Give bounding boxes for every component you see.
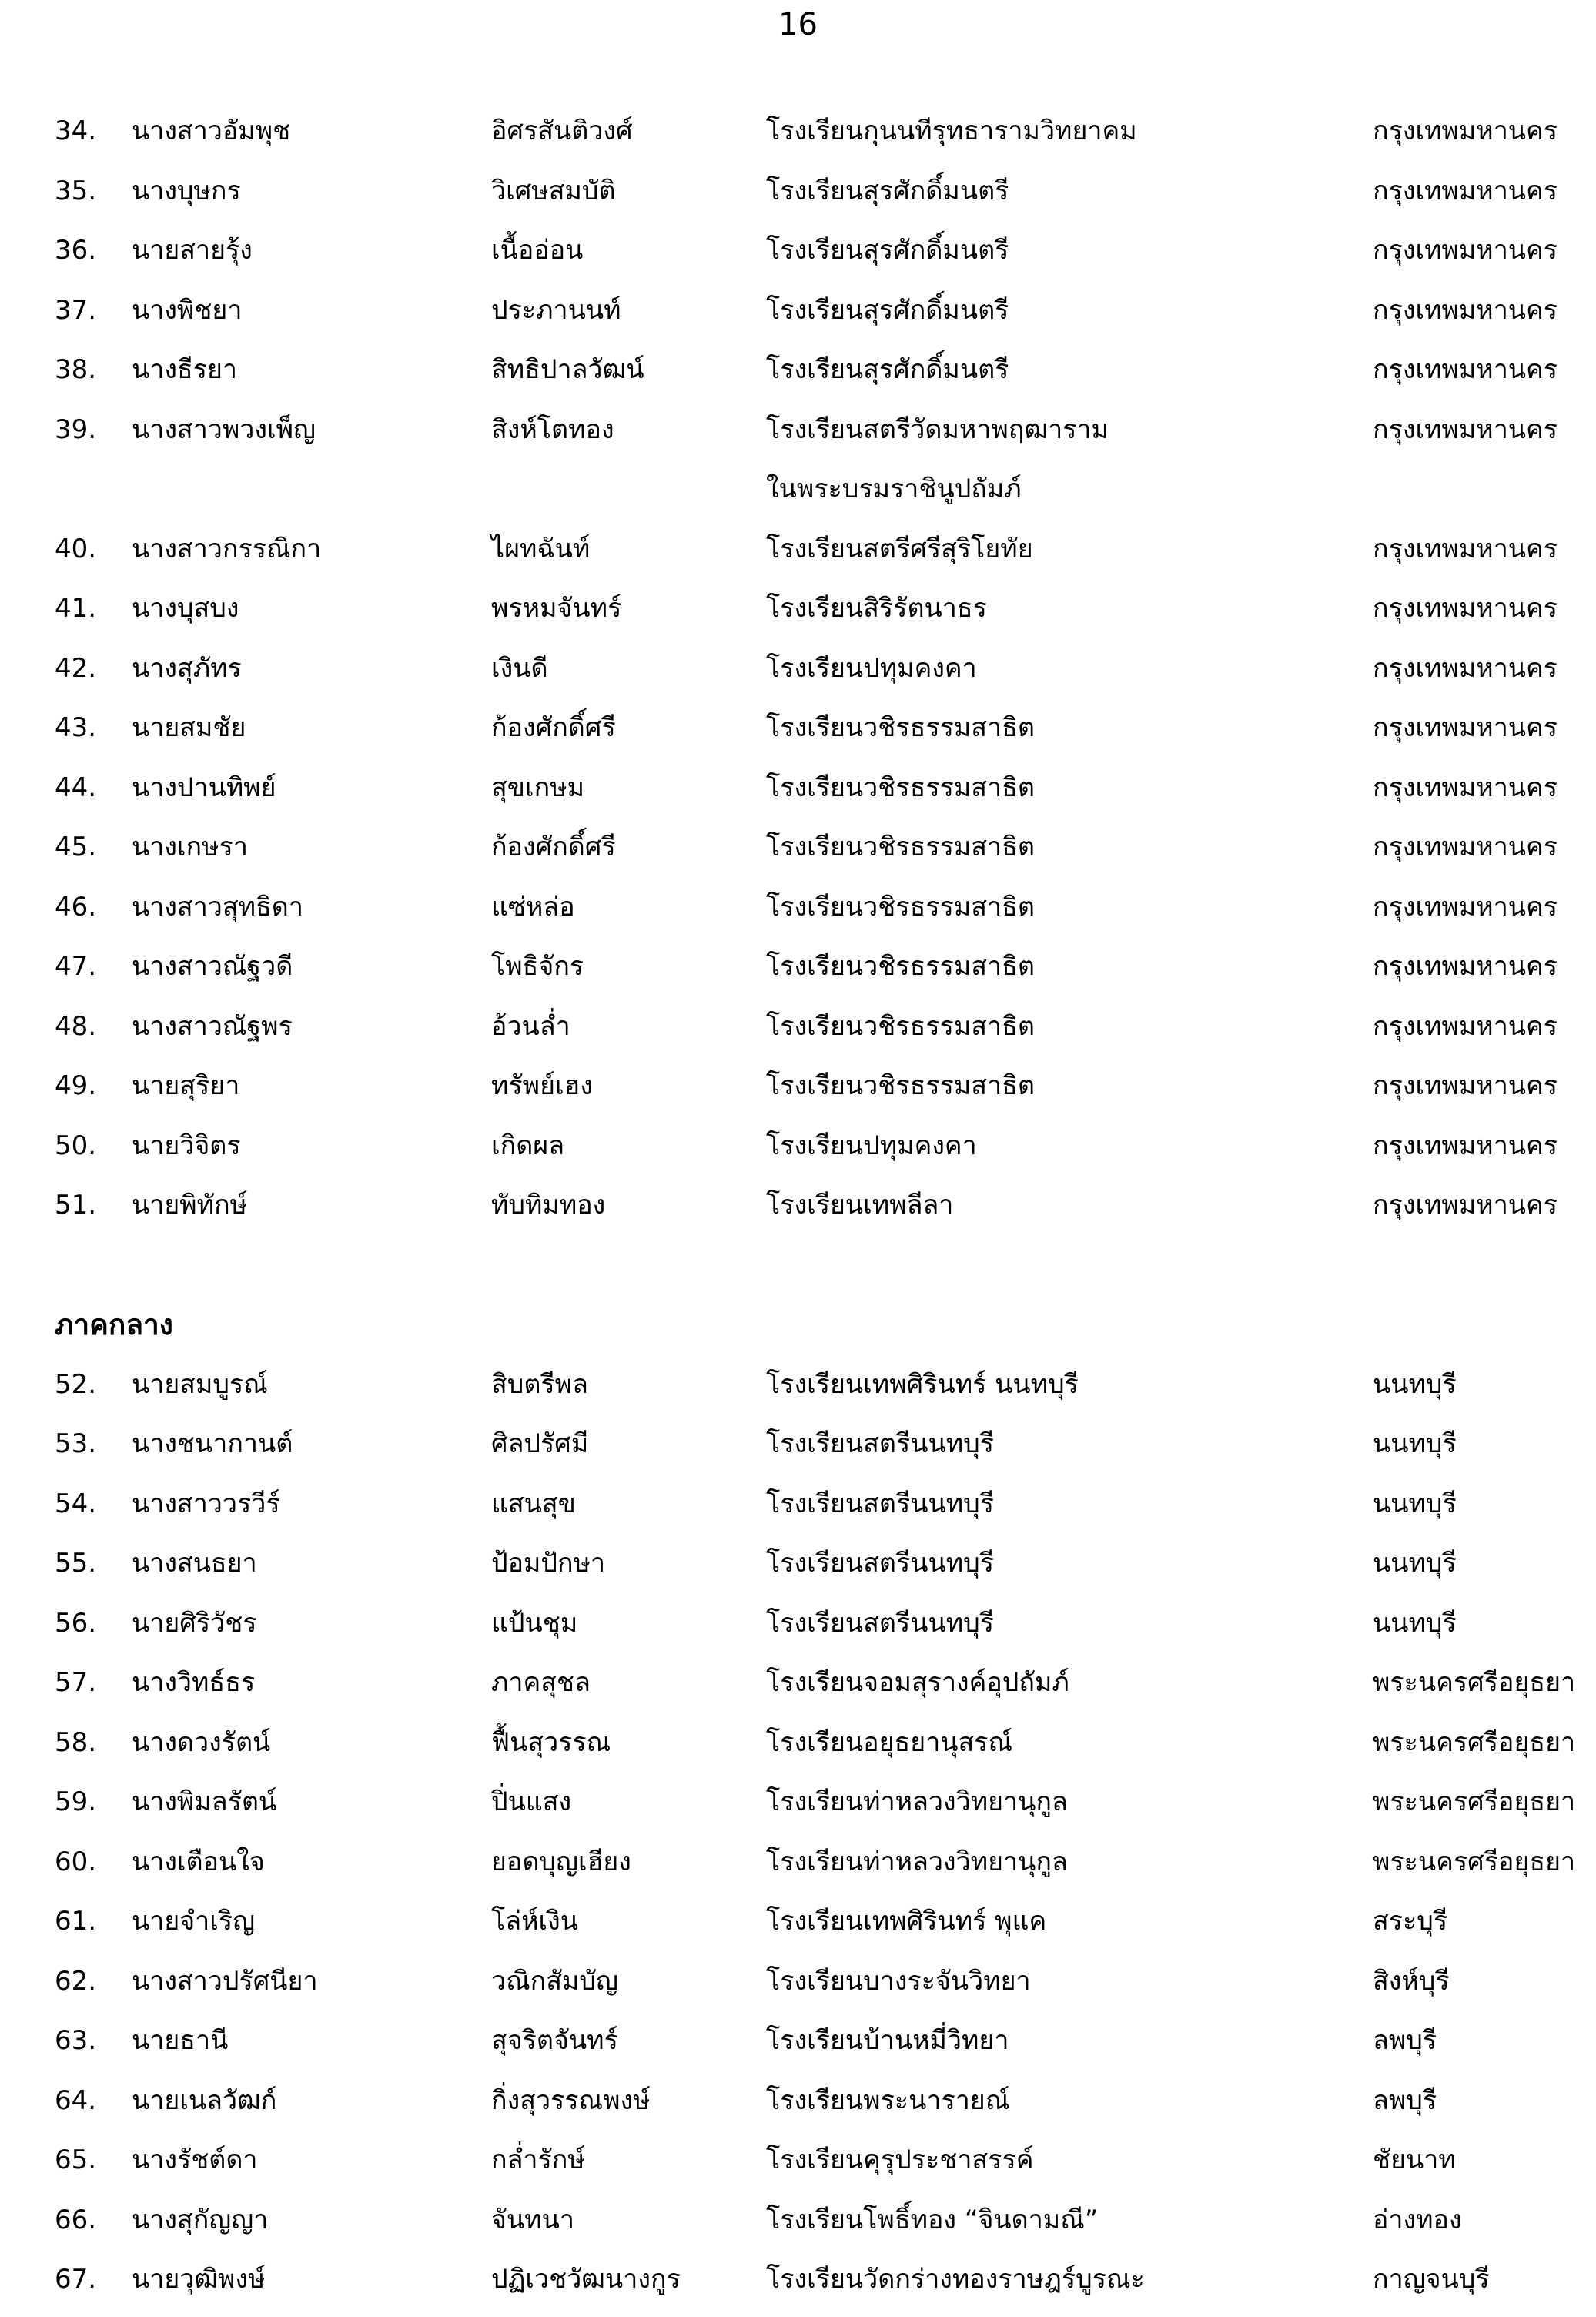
province: กรุงเทพมหานคร <box>1373 354 1558 385</box>
province: กรุงเทพมหานคร <box>1373 951 1558 982</box>
row-number: 52. <box>55 1368 97 1400</box>
school-name <box>766 281 1373 341</box>
table-row <box>0 1355 1596 1415</box>
school-name <box>766 520 1373 580</box>
table-row <box>0 2071 1596 2131</box>
first-name: นางเกษรา <box>132 832 248 862</box>
first-name: นางสุกัญญา <box>132 2204 269 2235</box>
province: นนทบุรี <box>1373 1488 1457 1519</box>
first-name: นายพิทักษ์ <box>132 1190 248 1220</box>
province: พระนครศรีอยุธยา <box>1373 1726 1576 1758</box>
first-name: นางสาวณัฐวดี <box>132 951 293 982</box>
table-row <box>0 937 1596 997</box>
row-number: 37. <box>55 294 97 326</box>
row-number: 42. <box>55 652 97 684</box>
row-number: 56. <box>55 1607 97 1639</box>
province: นนทบุรี <box>1373 1368 1457 1400</box>
page-number: 16 <box>778 7 818 42</box>
province: กรุงเทพมหานคร <box>1373 235 1558 266</box>
school-name <box>766 1176 1373 1236</box>
table-row <box>0 2250 1596 2310</box>
last-name: แสนสุข <box>491 1488 576 1519</box>
province: กรุงเทพมหานคร <box>1373 175 1558 206</box>
last-name: สุขเกษม <box>491 772 585 803</box>
last-name: อิศรสันติวงศ์ <box>491 116 633 146</box>
school-name-line-1: โรงเรียนท่าหลวงวิทยานุกูล <box>766 1846 1068 1877</box>
school-name <box>766 400 1373 520</box>
first-name: นางบุสบง <box>132 593 239 624</box>
last-name: ทรัพย์เฮง <box>491 1070 593 1101</box>
province: พระนครศรีอยุธยา <box>1373 1846 1576 1877</box>
first-name: นายสายรุ้ง <box>132 235 253 266</box>
school-name <box>766 1475 1373 1535</box>
last-name: ฟื้นสุวรรณ <box>491 1726 611 1758</box>
row-number: 44. <box>55 772 97 803</box>
last-name: ป้อมปักษา <box>491 1548 606 1579</box>
first-name: นายสมชัย <box>132 712 246 743</box>
last-name: ภาคสุชล <box>491 1667 591 1698</box>
school-name-line-1: โรงเรียนวชิรธรรมสาธิต <box>766 712 1035 743</box>
school-name <box>766 997 1373 1057</box>
last-name: สิทธิปาลวัฒน์ <box>491 354 644 385</box>
last-name: จันทนา <box>491 2204 574 2235</box>
table-row <box>0 1773 1596 1833</box>
first-name: นางเตือนใจ <box>132 1846 265 1877</box>
school-name-line-1: โรงเรียนวชิรธรรมสาธิต <box>766 891 1035 922</box>
school-name-line-1: โรงเรียนสตรีนนทบุรี <box>766 1488 995 1519</box>
row-number: 66. <box>55 2204 97 2235</box>
section-rows <box>0 1355 1596 2310</box>
school-name <box>766 1773 1373 1833</box>
school-name <box>766 162 1373 222</box>
row-number: 62. <box>55 1965 97 1997</box>
province: กรุงเทพมหานคร <box>1373 593 1558 624</box>
first-name: นายธานี <box>132 2025 229 2056</box>
first-name: นางสนธยา <box>132 1548 257 1579</box>
school-name <box>766 1056 1373 1117</box>
row-number: 65. <box>55 2145 97 2175</box>
region-section <box>0 102 1596 1236</box>
school-name <box>766 2131 1373 2191</box>
school-name-line-1: โรงเรียนบางระจันวิทยา <box>766 1965 1031 1997</box>
table-row <box>0 1475 1596 1535</box>
school-name-line-1: โรงเรียนวชิรธรรมสาธิต <box>766 951 1035 982</box>
province: กรุงเทพมหานคร <box>1373 294 1558 326</box>
school-name <box>766 639 1373 699</box>
school-name-line-1: โรงเรียนสตรีศรีสุริโยทัย <box>766 533 1033 564</box>
school-name <box>766 1892 1373 1952</box>
province: กรุงเทพมหานคร <box>1373 772 1558 803</box>
last-name: ปิ่นแสง <box>491 1786 572 1817</box>
row-number: 49. <box>55 1070 97 1101</box>
last-name: ยอดบุญเฮียง <box>491 1846 631 1877</box>
table-row <box>0 102 1596 162</box>
school-name-line-1: โรงเรียนเทพศิรินทร์ นนทบุรี <box>766 1368 1079 1400</box>
first-name: นางสาวพวงเพ็ญ <box>132 414 316 445</box>
first-name: นางธีรยา <box>132 354 237 385</box>
school-name-line-1: โรงเรียนสุรศักดิ์มนตรี <box>766 235 1009 266</box>
school-name <box>766 1534 1373 1594</box>
last-name: กิ่งสุวรรณพงษ์ <box>491 2084 651 2116</box>
school-name <box>766 1653 1373 1713</box>
row-number: 50. <box>55 1130 97 1161</box>
table-row <box>0 340 1596 400</box>
table-row <box>0 1534 1596 1594</box>
school-name <box>766 340 1373 400</box>
first-name: นายศิริวัชร <box>132 1607 257 1639</box>
table-row <box>0 698 1596 758</box>
province: ลพบุรี <box>1373 2084 1437 2116</box>
school-name-line-1: โรงเรียนเทพลีลา <box>766 1190 954 1220</box>
school-name <box>766 1952 1373 2012</box>
first-name: นางดวงรัตน์ <box>132 1726 271 1758</box>
last-name: เงินดี <box>491 652 548 684</box>
province: กรุงเทพมหานคร <box>1373 533 1558 564</box>
first-name: นางบุษกร <box>132 175 241 206</box>
school-name-line-1: โรงเรียนสุรศักดิ์มนตรี <box>766 294 1009 326</box>
first-name: นายเนลวัฒก์ <box>132 2084 277 2116</box>
school-name <box>766 937 1373 997</box>
province: ลพบุรี <box>1373 2025 1437 2056</box>
school-name-line-1: โรงเรียนโพธิ์ทอง “จินดามณี” <box>766 2204 1099 2235</box>
last-name: แป้นชุม <box>491 1607 578 1639</box>
school-name <box>766 1117 1373 1177</box>
last-name: โล่ห์เงิน <box>491 1906 578 1937</box>
table-row <box>0 758 1596 819</box>
row-number: 43. <box>55 712 97 743</box>
table-row <box>0 1653 1596 1713</box>
region-section <box>0 1236 1596 2310</box>
last-name: ประภานนท์ <box>491 294 621 326</box>
school-name-line-1: โรงเรียนท่าหลวงวิทยานุกูล <box>766 1786 1068 1817</box>
province: พระนครศรีอยุธยา <box>1373 1667 1576 1698</box>
school-name-line-1: โรงเรียนสตรีวัดมหาพฤฒาราม <box>766 414 1109 445</box>
school-name <box>766 878 1373 938</box>
table-row <box>0 162 1596 222</box>
province: พระนครศรีอยุธยา <box>1373 1786 1576 1817</box>
row-number: 53. <box>55 1428 97 1459</box>
table-row <box>0 520 1596 580</box>
table-row <box>0 1056 1596 1117</box>
school-name-line-1: โรงเรียนอยุธยานุสรณ์ <box>766 1726 1013 1758</box>
first-name: นางพิชยา <box>132 294 243 326</box>
school-name <box>766 698 1373 758</box>
row-number: 51. <box>55 1190 97 1220</box>
school-name <box>766 579 1373 639</box>
province: กรุงเทพมหานคร <box>1373 414 1558 445</box>
row-number: 54. <box>55 1488 97 1519</box>
first-name: นางสาวกรรณิกา <box>132 533 322 564</box>
first-name: นางปานทิพย์ <box>132 772 276 803</box>
province: กรุงเทพมหานคร <box>1373 1190 1558 1220</box>
table-row <box>0 1833 1596 1893</box>
row-number: 48. <box>55 1010 97 1042</box>
table-row <box>0 1952 1596 2012</box>
first-name: นางสาวอัมพุช <box>132 116 291 146</box>
school-name-line-1: โรงเรียนสุรศักดิ์มนตรี <box>766 354 1009 385</box>
first-name: นายวุฒิพงษ์ <box>132 2264 266 2295</box>
table-row <box>0 1117 1596 1177</box>
table-row <box>0 400 1596 520</box>
row-number: 36. <box>55 235 97 266</box>
province: กรุงเทพมหานคร <box>1373 116 1558 146</box>
school-name-line-1: โรงเรียนสตรีนนทบุรี <box>766 1548 995 1579</box>
school-name <box>766 221 1373 281</box>
last-name: วณิกสัมบัญ <box>491 1965 618 1997</box>
first-name: นางสาวสุทธิดา <box>132 891 303 922</box>
table-row <box>0 639 1596 699</box>
row-number: 59. <box>55 1786 97 1817</box>
table-row <box>0 579 1596 639</box>
row-number: 57. <box>55 1667 97 1698</box>
province: กาญจนบุรี <box>1373 2264 1490 2295</box>
province: ชัยนาท <box>1373 2145 1456 2175</box>
school-name-line-1: โรงเรียนเทพศิรินทร์ พุแค <box>766 1906 1047 1937</box>
school-name <box>766 818 1373 878</box>
school-name-line-1: โรงเรียนวชิรธรรมสาธิต <box>766 1010 1035 1042</box>
row-number: 35. <box>55 175 97 206</box>
province: สิงห์บุรี <box>1373 1965 1450 1997</box>
row-number: 67. <box>55 2264 97 2295</box>
row-number: 60. <box>55 1846 97 1877</box>
school-name <box>766 1355 1373 1415</box>
first-name: นางชนากานต์ <box>132 1428 293 1459</box>
school-name <box>766 1713 1373 1773</box>
first-name: นายจำเริญ <box>132 1906 256 1937</box>
row-number: 41. <box>55 593 97 624</box>
school-name <box>766 1415 1373 1475</box>
row-number: 46. <box>55 891 97 922</box>
row-number: 38. <box>55 354 97 385</box>
province: กรุงเทพมหานคร <box>1373 712 1558 743</box>
last-name: ปฏิเวชวัฒนางกูร <box>491 2264 681 2295</box>
school-name <box>766 2191 1373 2251</box>
last-name: สุจริตจันทร์ <box>491 2025 618 2056</box>
row-number: 55. <box>55 1548 97 1579</box>
school-name <box>766 758 1373 819</box>
school-name-line-1: โรงเรียนวชิรธรรมสาธิต <box>766 832 1035 862</box>
last-name: โพธิจักร <box>491 951 584 982</box>
table-row <box>0 2191 1596 2251</box>
school-name-line-1: โรงเรียนสิริรัตนาธร <box>766 593 987 624</box>
school-name-line-1: โรงเรียนคุรุประชาสรรค์ <box>766 2145 1034 2175</box>
school-name-line-1: โรงเรียนสุรศักดิ์มนตรี <box>766 175 1009 206</box>
row-number: 64. <box>55 2084 97 2116</box>
school-name-line-1: โรงเรียนบ้านหมี่วิทยา <box>766 2025 1009 2056</box>
school-name <box>766 1833 1373 1893</box>
school-name <box>766 1594 1373 1654</box>
school-name <box>766 2250 1373 2310</box>
table-row <box>0 1415 1596 1475</box>
table-row <box>0 221 1596 281</box>
table-row <box>0 281 1596 341</box>
first-name: นางพิมลรัตน์ <box>132 1786 277 1817</box>
province: กรุงเทพมหานคร <box>1373 891 1558 922</box>
last-name: ศิลปรัศมี <box>491 1428 589 1459</box>
province: นนทบุรี <box>1373 1428 1457 1459</box>
last-name: ทับทิมทอง <box>491 1190 606 1220</box>
row-number: 34. <box>55 116 97 146</box>
last-name: พรหมจันทร์ <box>491 593 622 624</box>
province: นนทบุรี <box>1373 1607 1457 1639</box>
teacher-roster-table <box>0 102 1596 2310</box>
province: กรุงเทพมหานคร <box>1373 1010 1558 1042</box>
row-number: 45. <box>55 832 97 862</box>
table-row <box>0 1892 1596 1952</box>
last-name: วิเศษสมบัติ <box>491 175 616 206</box>
last-name: เนื้ออ่อน <box>491 235 584 266</box>
row-number: 40. <box>55 533 97 564</box>
first-name: นางสาววรวีร์ <box>132 1488 280 1519</box>
row-number: 58. <box>55 1726 97 1758</box>
table-row <box>0 997 1596 1057</box>
first-name: นางสุภัทร <box>132 652 242 684</box>
school-name-line-1: โรงเรียนปทุมคงคา <box>766 652 977 684</box>
first-name: นายสุริยา <box>132 1070 240 1101</box>
table-row <box>0 1713 1596 1773</box>
first-name: นางสาวณัฐพร <box>132 1010 293 1042</box>
province: กรุงเทพมหานคร <box>1373 832 1558 862</box>
school-name <box>766 2071 1373 2131</box>
first-name: นางรัชต์ดา <box>132 2145 258 2175</box>
last-name: สิงห์โตทอง <box>491 414 614 445</box>
province: นนทบุรี <box>1373 1548 1457 1579</box>
last-name: แซ่หล่อ <box>491 891 575 922</box>
province: อ่างทอง <box>1373 2204 1462 2235</box>
school-name-line-1: โรงเรียนวชิรธรรมสาธิต <box>766 1070 1035 1101</box>
school-name-line-1: โรงเรียนสตรีนนทบุรี <box>766 1607 995 1639</box>
school-name-line-1: โรงเรียนจอมสุรางค์อุปถัมภ์ <box>766 1667 1069 1698</box>
school-name-line-1: โรงเรียนวชิรธรรมสาธิต <box>766 772 1035 803</box>
province: กรุงเทพมหานคร <box>1373 1130 1558 1161</box>
table-row <box>0 1594 1596 1654</box>
province: กรุงเทพมหานคร <box>1373 1070 1558 1101</box>
row-number: 63. <box>55 2025 97 2056</box>
first-name: นางสาวปรัศนียา <box>132 1965 318 1997</box>
province: สระบุรี <box>1373 1906 1448 1937</box>
first-name: นายวิจิตร <box>132 1130 241 1161</box>
table-row <box>0 2131 1596 2191</box>
school-name-line-1: โรงเรียนปทุมคงคา <box>766 1130 977 1161</box>
province: กรุงเทพมหานคร <box>1373 652 1558 684</box>
table-row <box>0 818 1596 878</box>
school-name-line-1: โรงเรียนสตรีนนทบุรี <box>766 1428 995 1459</box>
table-row <box>0 878 1596 938</box>
last-name: สิบตรีพล <box>491 1368 588 1400</box>
table-row <box>0 2011 1596 2071</box>
school-name <box>766 2011 1373 2071</box>
school-name-line-1: โรงเรียนกุนนทีรุทธารามวิทยาคม <box>766 116 1137 146</box>
last-name: ไผทฉันท์ <box>491 533 591 564</box>
last-name: อ้วนล่ำ <box>491 1010 570 1042</box>
table-row <box>0 1176 1596 1236</box>
section-rows <box>0 102 1596 1236</box>
school-name-line-2: ในพระบรมราชินูปถัมภ์ <box>766 474 1022 504</box>
school-name-line-1: โรงเรียนพระนารายณ์ <box>766 2084 1010 2116</box>
row-number: 39. <box>55 414 97 445</box>
last-name: ก้องศักดิ์ศรี <box>491 712 616 743</box>
last-name: กล่ำรักษ์ <box>491 2145 585 2175</box>
school-name-line-1: โรงเรียนวัดกร่างทองราษฎร์บูรณะ <box>766 2264 1145 2295</box>
first-name: นายสมบูรณ์ <box>132 1368 268 1400</box>
section-heading: ภาคกลาง <box>55 1308 173 1341</box>
school-name <box>766 102 1373 162</box>
row-number: 61. <box>55 1906 97 1937</box>
first-name: นางวิทธ์ธร <box>132 1667 256 1698</box>
last-name: ก้องศักดิ์ศรี <box>491 832 616 862</box>
last-name: เกิดผล <box>491 1130 565 1161</box>
row-number: 47. <box>55 951 97 982</box>
